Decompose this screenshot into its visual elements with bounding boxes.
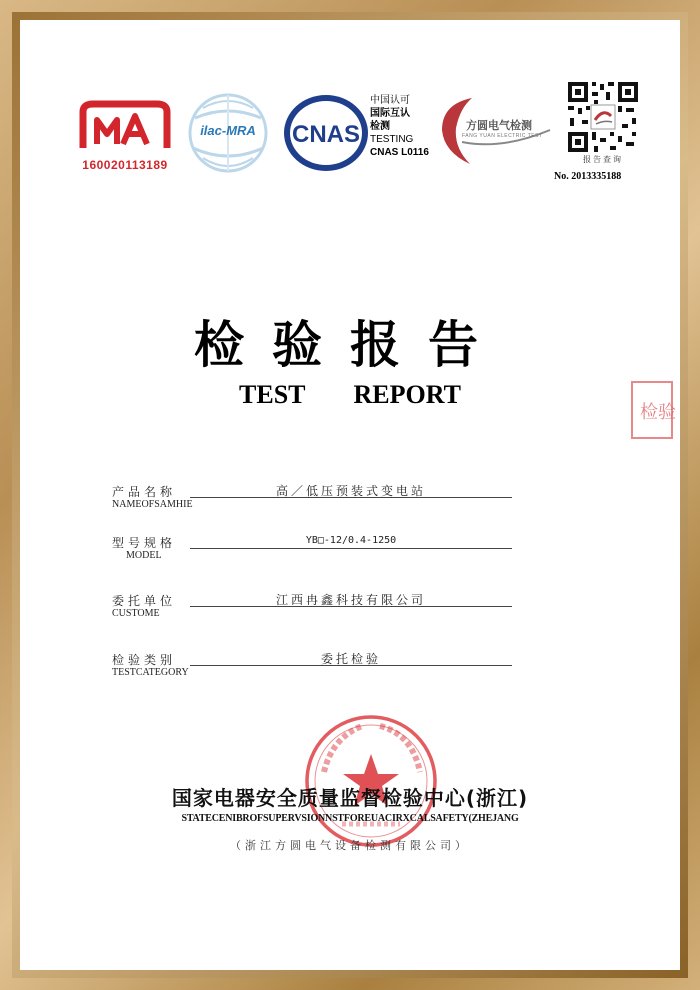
underline [190, 548, 512, 549]
ilac-mra-logo [185, 90, 271, 176]
value-customer: 江西冉鑫科技有限公司 [275, 593, 426, 607]
field-test-category [112, 651, 532, 691]
label-product-name-cn: 产品名称 [112, 485, 177, 499]
cnas-oval-icon [282, 92, 370, 174]
cnas-line-2: 国际互认 [370, 108, 410, 119]
organization-name-en: STATECENIBROFSUPERVSIONNSTFOREUACIRXCALSAFETY(ZHEJANG [181, 813, 519, 824]
official-seal [302, 712, 440, 850]
value-product-name: 高／低压预装式变电站 [275, 484, 426, 498]
value-test-category: 委托检验 [320, 652, 381, 666]
cnas-line-5: CNAS L0116 [370, 147, 429, 158]
certificate-paper [20, 20, 680, 970]
qr-caption: 报告查询 [583, 155, 623, 164]
fangyuan-subtitle: FANG YUAN ELECTRIC TEST [462, 133, 543, 139]
logo-row [20, 20, 680, 220]
ilac-mra-text: ilac-MRA [200, 123, 256, 138]
cnas-line-4: TESTING [370, 134, 414, 145]
qr-code[interactable] [566, 80, 640, 154]
red-star-seal-icon [302, 712, 440, 850]
label-test-category-cn: 检验类别 [112, 653, 177, 667]
label-test-category-en: TESTCATEGORY [112, 667, 189, 678]
fangyuan-title: 方圆电气检测 [466, 119, 532, 132]
cnas-line-1: 中国认可 [370, 95, 410, 106]
field-product-name [112, 483, 532, 523]
fangyuan-logo [432, 90, 557, 172]
label-customer-en: CUSTOME [112, 608, 160, 619]
cma-mark-icon [75, 98, 175, 158]
side-seal-icon [630, 380, 676, 440]
title-chinese: 检验报告 [194, 315, 506, 374]
cma-logo [75, 98, 175, 178]
field-model [112, 534, 532, 574]
report-number: No. 2013335188 [554, 171, 622, 182]
cnas-line-3: 检测 [370, 121, 390, 132]
label-model-en: MODEL [126, 550, 162, 561]
side-seal-stamp [630, 380, 676, 440]
label-product-name-en: NAMEOFSAMHIE [112, 499, 193, 510]
side-seal-text: 检验 [640, 402, 676, 423]
cnas-caption [370, 94, 429, 159]
cnas-logo [282, 92, 370, 174]
cma-number: 160020113189 [82, 158, 168, 172]
organization-name-cn: 国家电器安全质量监督检验中心(浙江) [171, 786, 529, 810]
label-customer-cn: 委托单位 [112, 594, 177, 608]
value-model: YB□-12/0.4-1250 [305, 535, 397, 546]
label-model-cn: 型号规格 [112, 536, 177, 550]
organization-subtitle: （浙江方圆电气设备检测有限公司） [230, 839, 470, 852]
qr-code-icon [566, 80, 640, 154]
cnas-logo-text: CNAS [291, 121, 361, 148]
title-english: TEST REPORT [239, 380, 461, 409]
field-customer [112, 592, 532, 632]
